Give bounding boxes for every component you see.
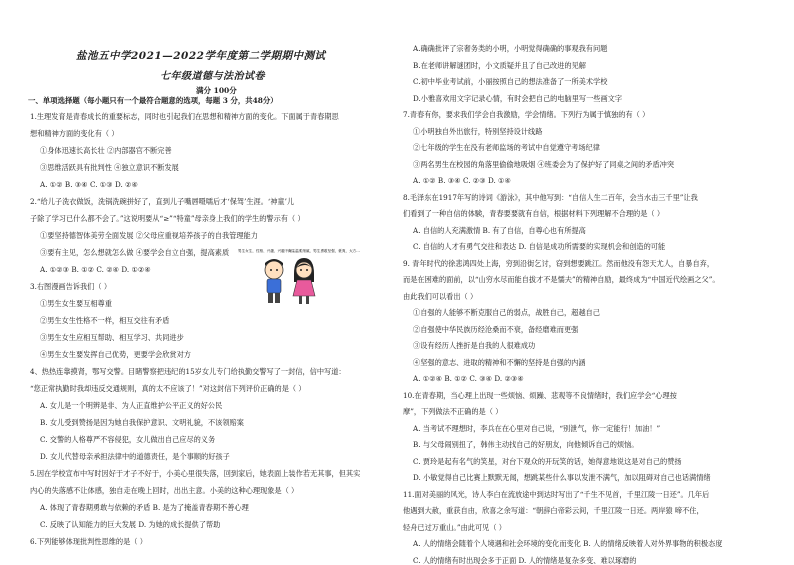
right-text-line: 11.面对美丽的风光，诗人李白在流放途中到达时写出了“千生不见首，千里江陵一日还”。几年后	[403, 489, 710, 499]
right-text-line: C. 人的情绪有时出现会多于正面 D. 人的情绪是复杂多变、难以琢磨的	[413, 555, 637, 565]
left-text-line: C. 交警的人格尊严不容侵犯，女儿做出自己应尽的义务	[40, 435, 216, 444]
left-text-line: 想和精神方面的变化有（ ）	[30, 129, 119, 138]
right-text-line: ②七年级的学生在没有老师监场的考试中自觉遵守考场纪律	[413, 143, 600, 152]
left-text-line: ③男生女生应相互帮助、相互学习、共同进步	[40, 333, 184, 342]
right-text-line: A. 人的情绪会随着个人境遇和社会环境的变化而变化 B. 人的情绪反映着人对外界事物的积极态度	[413, 539, 723, 548]
left-text-line: ③思维活跃具有批判性 ④独立意识不断发展	[40, 163, 179, 172]
right-text-line: D. 小敏觉得自己比赛上默默无闻，想跳某些什么事以发泄不满气，加以阻碍对自己也话满情绪	[413, 473, 711, 482]
boy-figure	[265, 259, 283, 303]
left-text-line: ④男生女生要发挥自己优势，更要学会欣赏对方	[40, 350, 191, 359]
right-text-line: 们看到了一种自信的体験，青春要要就有自信，根据材料下列理解不合理的是（ ）	[403, 209, 665, 218]
right-text-line: ①小明独自外出旅行，特别坚持设计线路	[413, 126, 543, 136]
right-text-line: B.在老师讲解谜团时，小文质疑并且了自己改进的见解	[413, 60, 586, 70]
girl-caption: 女生温柔细腻，男生勇敢坚强，豪爽，大方…	[288, 249, 360, 253]
right-text-line: B. 与父母闹别扭了，韩伟主动找自己的好朋友，向他倾诉自己的烦恼。	[413, 440, 639, 449]
girl-figure	[293, 258, 315, 304]
right-text-line: A. 当考试不理想时，李兵在在心里对自己说，“别泄气，你一定能行！加油！”	[413, 423, 661, 433]
right-text-line: C. 贾玲是起有名气的笑星，对台下观众的开玩笑的话，她得意地说这是对自己的赞扬	[413, 456, 682, 466]
left-text-line: ③要有主见，怎么想就怎么做 ④要学会自立自强，提高素质	[40, 248, 230, 257]
right-text-line: 9. 青年时代的徐悲鸿四处上海，穷到沿街乞讨，窃到想要跳江。然而他没有怨天尤人，自暴自弃，	[403, 258, 715, 268]
left-text-line: B. 女儿受到赞扬是因为她自我保护意识、文明礼貌，不该领赔案	[40, 418, 244, 427]
left-text-line: 2.“给儿子洗衣做饭，洗锅洗碗拼好了，直到儿子嘴唇嗫嚅后才‘保驾’生涯。‘神童’儿	[30, 197, 295, 206]
exam-subtitle: 七年级道德与法治试卷	[160, 71, 265, 82]
right-text-line: A. ①② B. ③④ C. ②③ D. ①④	[413, 176, 511, 185]
left-text-line: ②男生女生性格不一样，相互交往有矛盾	[40, 316, 170, 325]
left-text-line: 4、热热连靠摸肾，鄂写交警。目睹警察把违纪的15岁女儿专门给执勤交警写了一封信，信中写道：	[30, 367, 346, 376]
left-text-line: A. 女儿是一个明辨是非、为人正直维护公平正义的好公民	[40, 401, 223, 410]
left-text-line: ①要坚持德智体美劳全面发展 ②父母应重视培养孩子的自我管理能力	[40, 231, 258, 240]
exam-title: 盐池五中学2021—2022学年度第二学期期中测试	[76, 50, 326, 62]
left-text-line: ①男生女生要互相尊重	[40, 299, 112, 308]
left-text-line: A. ①②③ B. ①② C. ②④ D. ①②④	[40, 265, 151, 274]
right-text-line: ②自强使中华民族历经沧桑而不衰，备经磨难而更强	[413, 324, 579, 334]
right-text-line: 他遇到大赦，重获自由，欣喜之余写道：“朝辞白帝彩云间，千里江陵一日还。两岸猿 啼不住，	[403, 506, 704, 515]
left-text-line: 子除了学习已什么都不会了。”这说明要从“≥”“特童”母亲身上我们的学生的警示有（ ）	[30, 214, 305, 223]
right-text-line: A. ①②④ B. ①② C. ③④ D. ②③④	[413, 374, 524, 383]
left-text-line: A. ①② B. ③④ C. ①③ D. ②④	[40, 180, 138, 189]
left-text-line: 内心的失落感不让体感，独自走在晚上回时，出出主意。小美的这种心理现象是（ ）	[30, 486, 299, 495]
left-text-line: 3.右图漫画告诉我们（ ）	[30, 282, 112, 291]
right-text-line: C. 自信的人才有勇气交往和表达 D. 自信是成功所需要的实现机会和创造的可能	[413, 242, 666, 251]
exam-score: 满分 100分	[196, 86, 237, 95]
right-text-line: 摩”，下列做法不正确的是（ ）	[403, 407, 503, 416]
section-heading: 一、单项选择题（每小题只有一个最符合题意的选项，每题 3 分，共48分）	[28, 96, 278, 105]
right-text-line: ④坚强的意志、进取的精神和不懈的坚持是自强的内涵	[413, 357, 586, 367]
right-text-line: 由此我们可以看出（ ）	[403, 291, 478, 301]
right-text-line: C.初中毕业考试前，小丽按照自己的想法准备了一所美术学校	[413, 77, 608, 86]
left-text-line: D. 女儿代替母亲承担法律中的道德责任，是个事顺的好孩子	[40, 452, 230, 461]
right-text-line: 10.在青春期，当心理上出现一些烦恼、烦躁、悲观等不良情绪时，我们应学会“心理按	[403, 390, 677, 400]
right-text-line: A.确确批评了宗奢务类的小明，小明觉得确确的事观我有问题	[413, 44, 608, 53]
right-text-line: 轻舟已过万重山。”由此可见（ ）	[403, 522, 506, 532]
left-text-line: C. 反映了认知能力的巨大发展 D. 为她的成长提供了帮助	[40, 520, 221, 529]
right-text-line: 8.毛泽东在1917年写的诗词《游泳》，其中他写到：“自信人生二百年，会当水击三千里”让我	[403, 192, 698, 202]
left-text-line: 6.下列能够体现批判性思维的是（ ）	[30, 537, 147, 546]
right-text-line: 7.青春有你，要求我们学会自我激励，学会情绪。下列行为属于慎独的有（ ）	[403, 110, 650, 119]
left-text-line: “您正常执勤时我却违反交通规则，真的太不应该了！”对这封信下列评价正确的是（ ）	[30, 384, 306, 393]
right-text-line: D.小雅喜欢用文字记录心情，有时会把自己的电脑里写一些画文字	[413, 93, 623, 103]
right-text-line: ③设有经历人挫折是自我的人很难成功	[413, 341, 536, 350]
right-text-line: A. 自信的人充满激情 B. 有了自信，自尊心也有所提高	[413, 225, 586, 235]
left-text-line: 1.生理发育是青春成长的重要标志，同时也引起我们在思想和精神方面的变化。下面属于青春期思	[30, 112, 339, 121]
left-text-line: ①身体迅速长高长壮 ②内部器官不断完善	[40, 146, 172, 155]
right-text-line: 而是在困难的面前，以“山穷水尽而能自拔才不是懦夫”的精神自励，最终成为“中国近代绘画之父”。	[403, 275, 720, 284]
right-text-line: ①自强的人能够不断克服自己的弱点，战胜自己，超越自己	[413, 308, 600, 317]
left-text-line: A. 体现了青春期勇敢与依赖的矛盾 B. 是为了掩盖青春期不善心理	[40, 503, 249, 512]
boy-caption: 男生女生，性格、兴趣、兴趣不同…	[238, 249, 296, 253]
right-text-line: ③两名男生在校园的角落里偷偷地吸烟 ④班委会为了保护好了同桌之间的矛盾冲突	[413, 159, 675, 169]
left-text-line: 5.因在学校宣布中写时因好于才子不好于，小美心里很失落，回到家后，她表面上装作若无其事，但其实	[30, 469, 361, 478]
cartoon-illustration	[236, 246, 360, 306]
